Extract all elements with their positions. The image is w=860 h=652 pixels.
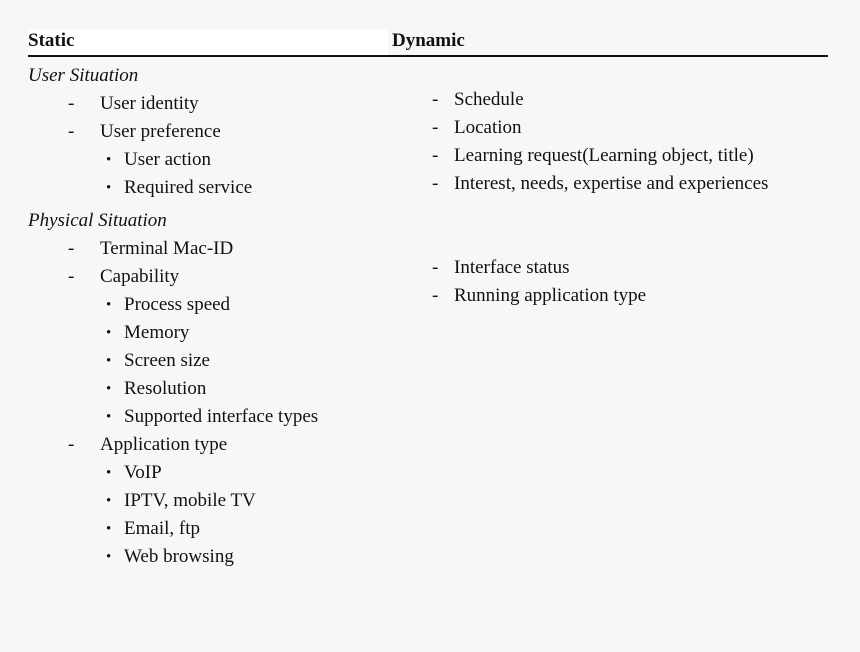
list-item-label: Memory <box>124 322 190 343</box>
list-item-label: Supported interface types <box>124 406 319 427</box>
column-headers-row <box>28 30 832 57</box>
list-item-label: Terminal Mac-ID <box>100 238 234 259</box>
dash-marker: - <box>432 117 439 138</box>
list-item-label: Interest, needs, expertise and experiences <box>454 173 769 194</box>
section-title-physical-situation: Physical Situation <box>28 210 167 231</box>
spacer <box>392 198 832 226</box>
spacer <box>392 57 832 86</box>
bullet-marker: • <box>106 353 112 369</box>
list-item-label: User identity <box>100 93 199 114</box>
bullet-marker: • <box>106 493 112 509</box>
list-item <box>28 90 388 118</box>
list-item <box>28 403 388 431</box>
dash-marker: - <box>432 285 439 306</box>
dash-marker: - <box>432 89 439 110</box>
list-item-label: Screen size <box>124 350 210 371</box>
list-item <box>28 431 388 459</box>
list-item-label: Resolution <box>124 378 207 399</box>
list-item-label: Interface status <box>454 257 570 278</box>
list-item <box>392 170 832 198</box>
list-item <box>28 118 388 146</box>
list-item <box>28 347 388 375</box>
content-columns <box>28 57 832 571</box>
list-item-label: User action <box>124 149 212 170</box>
section-title-user-situation: User Situation <box>28 65 139 86</box>
list-item <box>28 515 388 543</box>
list-item-label: Learning request(Learning object, title) <box>454 145 754 166</box>
list-item <box>392 86 832 114</box>
bullet-marker: • <box>106 152 112 168</box>
spacer <box>392 226 832 254</box>
list-item <box>392 282 832 310</box>
list-item-label: VoIP <box>124 462 162 483</box>
list-item-label: Application type <box>100 434 228 455</box>
list-item-label: Running application type <box>454 285 647 306</box>
bullet-marker: • <box>106 180 112 196</box>
bullet-marker: • <box>106 465 112 481</box>
column-header-dynamic: Dynamic <box>388 30 828 57</box>
bullet-marker: • <box>106 409 112 425</box>
list-item <box>28 543 388 571</box>
list-item <box>28 263 388 291</box>
list-item <box>392 254 832 282</box>
list-item-label: Schedule <box>454 89 524 110</box>
list-item-label: Web browsing <box>124 546 234 567</box>
list-item-label: User preference <box>100 121 221 142</box>
list-item-label: Capability <box>100 266 180 287</box>
dash-marker: - <box>68 238 75 259</box>
bullet-marker: • <box>106 297 112 313</box>
dash-marker: - <box>68 93 75 114</box>
list-item-label: Process speed <box>124 294 231 315</box>
list-item-label: Location <box>454 117 522 138</box>
dash-marker: - <box>68 434 75 455</box>
dash-marker: - <box>432 257 439 278</box>
bullet-marker: • <box>106 549 112 565</box>
list-item <box>28 235 388 263</box>
static-column <box>28 57 388 571</box>
column-header-static: Static <box>28 30 388 57</box>
dash-marker: - <box>432 173 439 194</box>
dash-marker: - <box>432 145 439 166</box>
list-item-label: Email, ftp <box>124 518 200 539</box>
bullet-marker: • <box>106 521 112 537</box>
list-item <box>28 146 388 174</box>
list-item-label: Required service <box>124 177 253 198</box>
list-item <box>392 114 832 142</box>
bullet-marker: • <box>106 325 112 341</box>
bullet-marker: • <box>106 381 112 397</box>
dynamic-column <box>388 57 832 310</box>
list-item <box>28 487 388 515</box>
list-item <box>28 174 388 202</box>
list-item-label: IPTV, mobile TV <box>124 490 256 511</box>
dash-marker: - <box>68 121 75 142</box>
dash-marker: - <box>68 266 75 287</box>
list-item <box>28 459 388 487</box>
list-item <box>392 142 832 170</box>
list-item <box>28 291 388 319</box>
list-item <box>28 319 388 347</box>
list-item <box>28 375 388 403</box>
